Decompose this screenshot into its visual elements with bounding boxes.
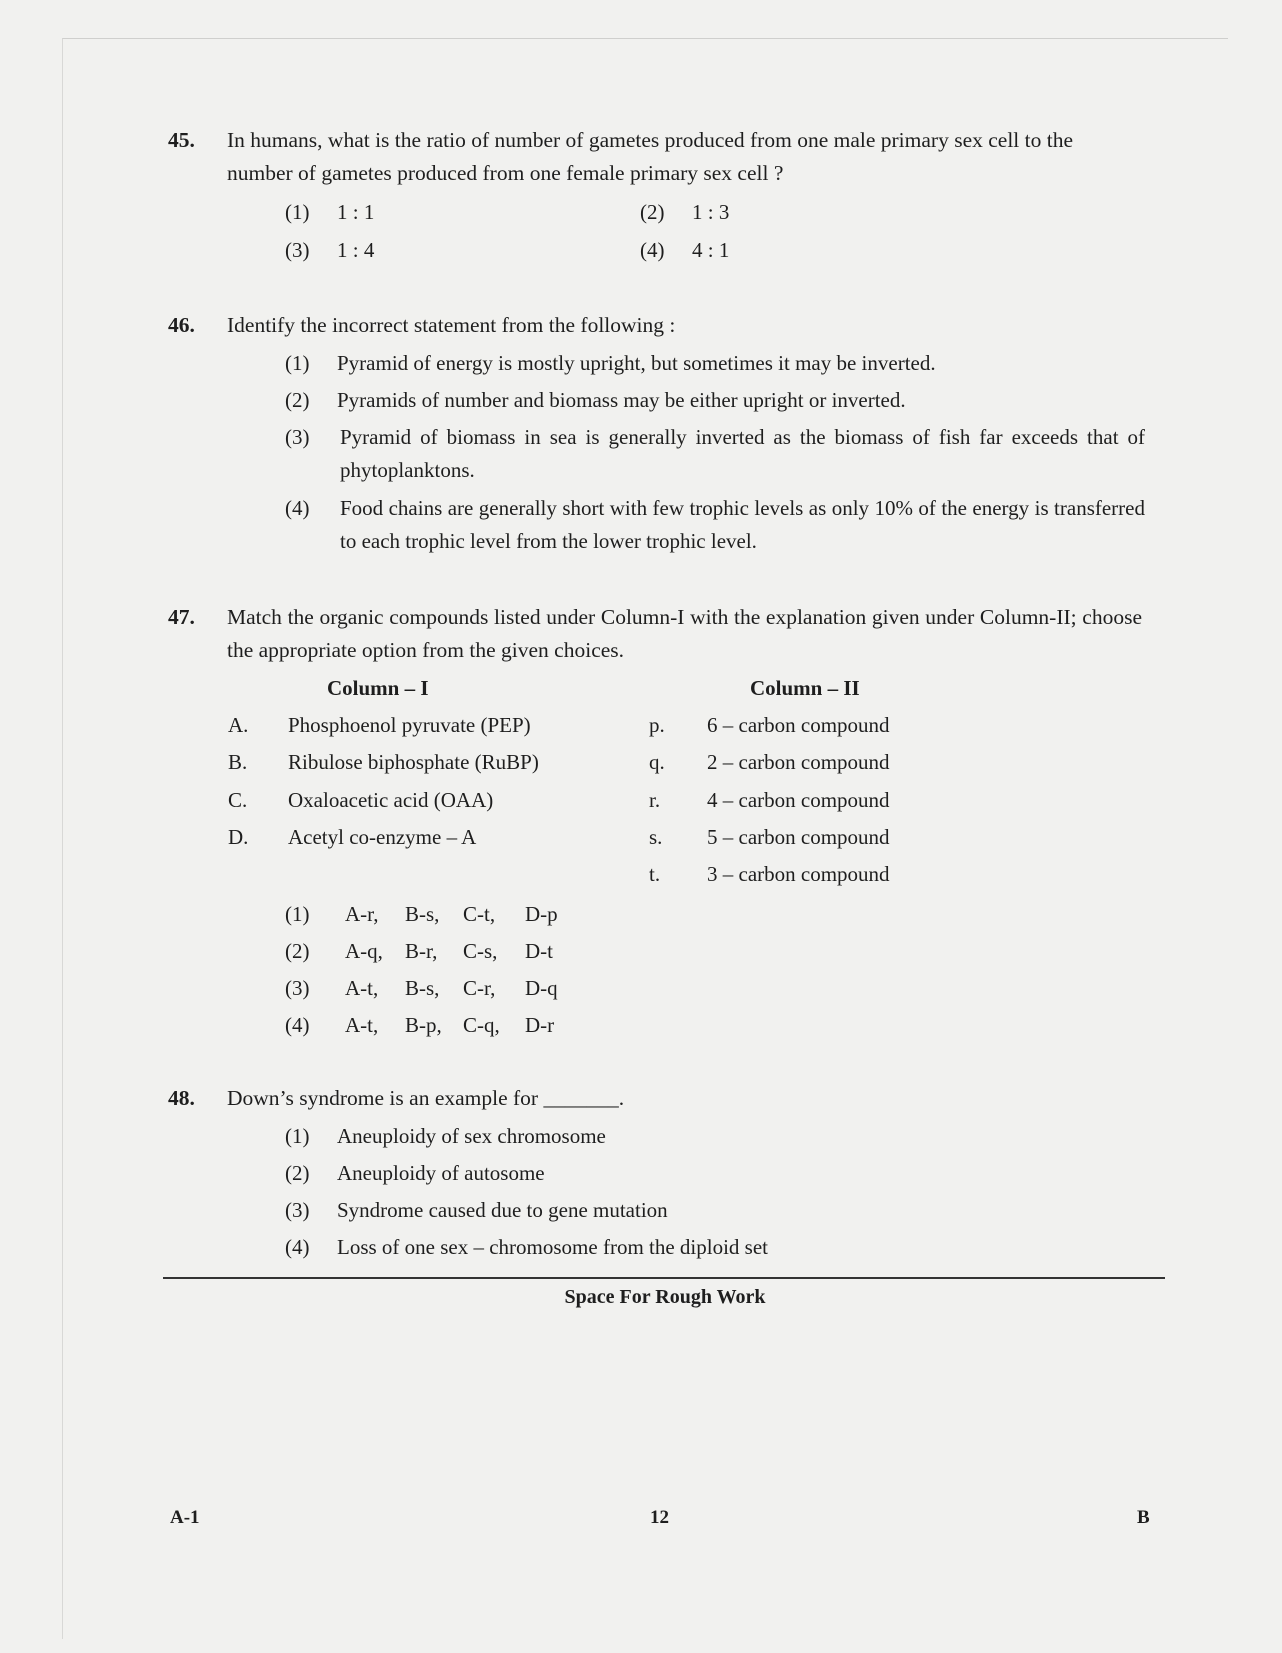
question-text: Identify the incorrect statement from the following : [227,313,676,337]
option-46-2[interactable]: (2) Pyramids of number and biomass may be either upright or inverted. [285,388,906,412]
option-48-1[interactable]: (1) Aneuploidy of sex chromosome [285,1124,606,1148]
question-number: 46. [168,313,195,337]
option-48-4[interactable]: (4) Loss of one sex – chromosome from the diploid set [285,1235,769,1259]
option-48-3[interactable]: (3) Syndrome caused due to gene mutation [285,1198,668,1222]
column-1-header: Column – I [327,676,429,700]
option-46-4[interactable]: (4) Food chains are generally short with few trophic levels as only 10% of the energy is transferred to each trophic level from the lower trophic level. [285,496,1145,553]
page-number: 12 [650,1507,669,1528]
series-letter: B [1137,1507,1150,1528]
footer-divider [163,1277,1165,1279]
question-text: In humans, what is the ratio of number of gametes produced from one male primary sex cell to the number of gametes produced from one female primary sex cell ? [227,128,1074,185]
column-2-header: Column – II [750,676,860,700]
option-45-2[interactable]: (2) 1 : 3 [640,200,730,224]
question-number: 48. [168,1086,195,1110]
question-text: Down’s syndrome is an example for _______. [227,1086,625,1110]
option-46-1[interactable]: (1) Pyramid of energy is mostly upright, but sometimes it may be inverted. [285,351,936,375]
rough-work-label: Space For Rough Work [564,1286,766,1308]
option-45-1[interactable]: (1) 1 : 1 [285,200,375,224]
question-text: Match the organic compounds listed under Column-I with the explanation given under Column-II; choose the appropriate option from the given choices. [227,605,1142,662]
question-number: 45. [168,128,195,152]
option-45-3[interactable]: (3) 1 : 4 [285,238,375,262]
option-45-4[interactable]: (4) 4 : 1 [640,238,730,262]
option-46-3[interactable]: (3) Pyramid of biomass in sea is generally inverted as the biomass of fish far exceeds that of phytoplanktons. [285,425,1145,482]
option-48-2[interactable]: (2) Aneuploidy of autosome [285,1161,545,1185]
booklet-code: A-1 [170,1507,200,1528]
question-number: 47. [168,605,195,629]
